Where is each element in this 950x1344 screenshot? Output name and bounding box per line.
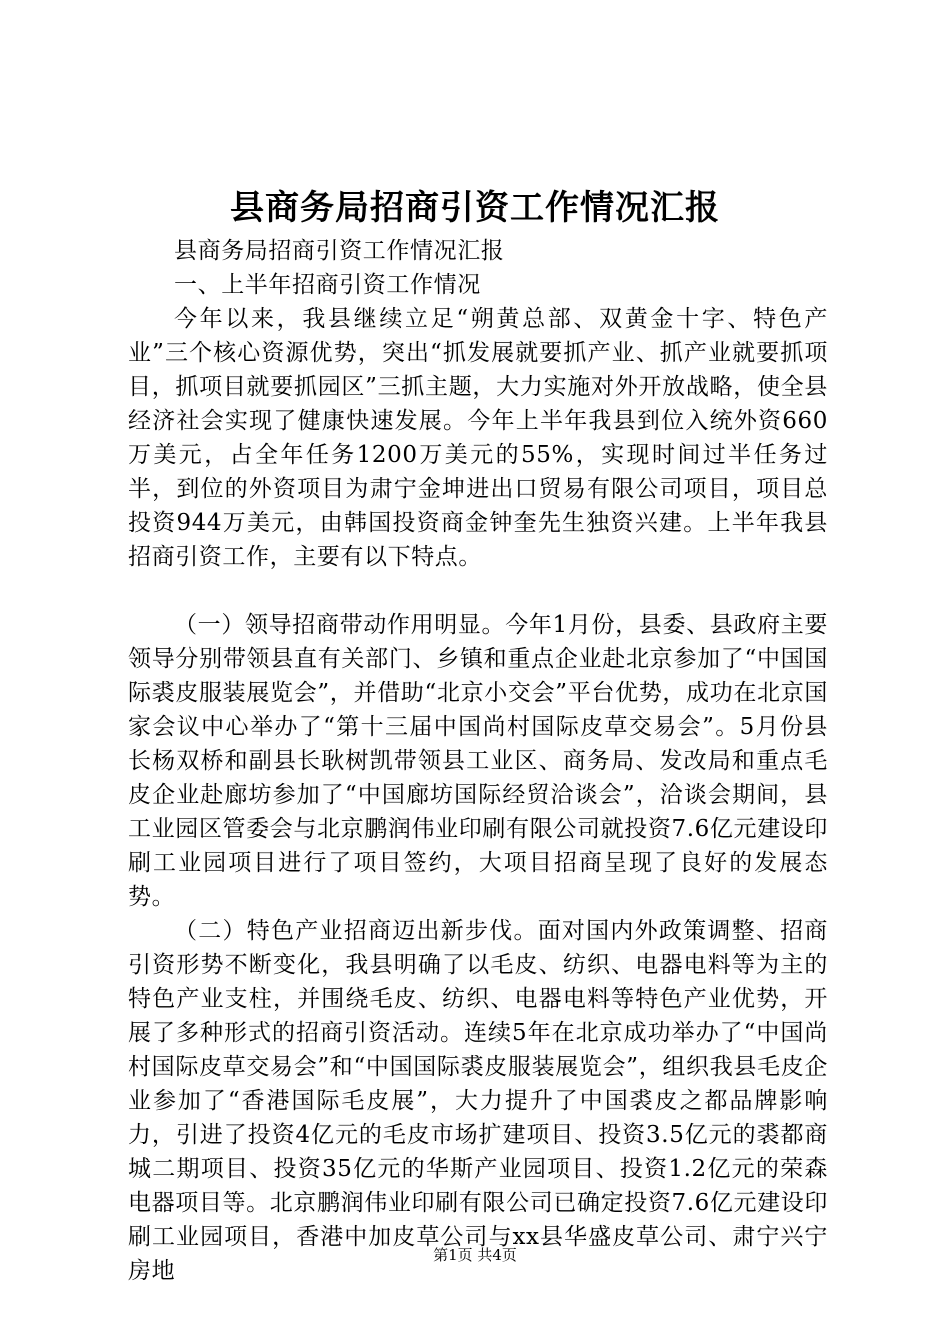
- paragraph-overview: 今年以来，我县继续立足“朔黄总部、双黄金十字、特色产业”三个核心资源优势，突出“抓发展就要抓产业、抓产业就要抓项目，抓项目就要抓园区”三抓主题，大力实施对外开放战略，使全县经济社会实现了健康快速发展。今年上半年我县到位入统外资660万美元，占全年任务1200万美元的55%，实现时间过半任务过半，到位的外资项目为肃宁金坤进出口贸易有限公司项目，项目总投资944万美元，由韩国投资商金钟奎先生独资兴建。上半年我县招商引资工作，主要有以下特点。: [128, 306, 828, 570]
- document-title: 县商务局招商引资工作情况汇报: [230, 188, 720, 228]
- paragraph-point-2: （二）特色产业招商迈出新步伐。面对国内外政策调整、招商引资形势不断变化，我县明确了以毛皮、纺织、电器电料等为主的特色产业支柱，并围绕毛皮、纺织、电器电料等特色产业优势，开展了多种形式的招商引资活动。连续5年在北京成功举办了“中国尚村国际皮草交易会”和“中国国际裘皮服装展览会”，组织我县毛皮企业参加了“香港国际毛皮展”，大力提升了中国裘皮之都品牌影响力，引进了投资4亿元的毛皮市场扩建项目、投资3.5亿元的裘都商城二期项目、投资35亿元的华斯产业园项目、投资1.2亿元的荣森电器项目等。北京鹏润伟业印刷有限公司已确定投资7.6亿元建设印刷工业园项目，香港中加皮草公司与xx县华盛皮草公司、肃宁兴宁房地: [128, 918, 828, 1284]
- paragraph-point-1: （一）领导招商带动作用明显。今年1月份，县委、县政府主要领导分别带领县直有关部门、乡镇和重点企业赴北京参加了“中国国际裘皮服装展览会”，并借助“北京小交会”平台优势，成功在北京国家会议中心举办了“第十三届中国尚村国际皮草交易会”。5月份县长杨双桥和副县长耿树凯带领县工业区、商务局、发改局和重点毛皮企业赴廊坊参加了“中国廊坊国际经贸洽谈会”，洽谈会期间，县工业园区管委会与北京鹏润伟业印刷有限公司就投资7.6亿元建设印刷工业园项目进行了项目签约，大项目招商呈现了良好的发展态势。: [128, 612, 828, 910]
- paragraph-subtitle: 县商务局招商引资工作情况汇报: [174, 238, 505, 264]
- section-heading: 一、上半年招商引资工作情况: [174, 272, 481, 298]
- document-body: [128, 234, 828, 1288]
- page-number-footer: 第1页 共4页: [433, 1246, 517, 1264]
- paragraph-gap: [128, 574, 828, 608]
